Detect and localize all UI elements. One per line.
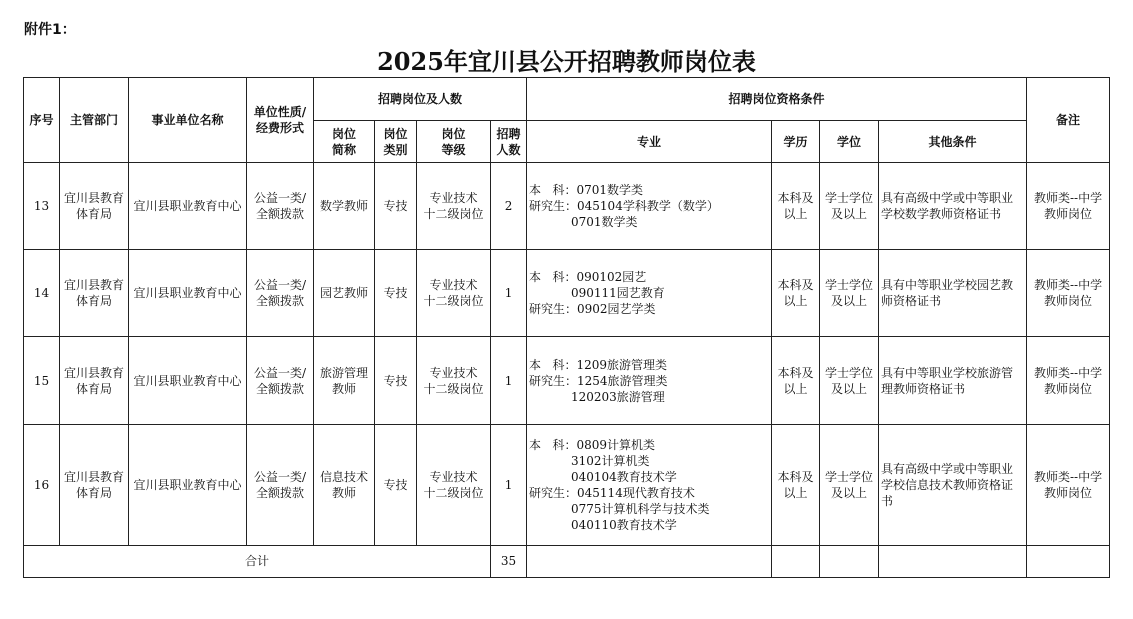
cell-nature [247, 424, 314, 545]
cell-line: 全额拨款 [255, 381, 304, 396]
cell-line: 研究生：0902园艺学类 [529, 302, 656, 317]
cell-unit: 宜川县职业教育中心 [129, 424, 247, 545]
cell-other [879, 250, 1027, 337]
cell-line: 宜川县教育 [63, 365, 124, 380]
cell-line: 教师类--中学 [1033, 365, 1103, 380]
cell-line: 宜川县教育 [63, 278, 124, 293]
cell-line: 0701数学类 [529, 215, 638, 230]
cell-line: 及以上 [831, 485, 868, 500]
cell-seq: 15 [24, 337, 60, 424]
cell-count: 1 [491, 424, 527, 545]
cell-line: 040110教育技术学 [529, 517, 677, 532]
cell-line: 师资格证书 [881, 294, 942, 309]
cell-degree [820, 424, 879, 545]
cell-line: 具有高级中学或中等职业 [881, 461, 1014, 476]
cell-line: 及以上 [831, 294, 868, 309]
cell-line: 本 科：0701数学类 [529, 183, 643, 198]
cell-line: 教师岗位 [1044, 381, 1093, 396]
cell-education [772, 337, 820, 424]
header-pos-name [314, 121, 375, 163]
cell-line: 体育局 [75, 381, 112, 396]
cell-line: 公益一类/ [253, 365, 307, 380]
cell-line: 以上 [783, 381, 808, 396]
cell-line: 以上 [783, 485, 808, 500]
header-pos-type [375, 121, 417, 163]
cell-pos-name [314, 337, 375, 424]
cell-remarks [1027, 424, 1110, 545]
cell-other [879, 163, 1027, 250]
cell-pos-name [314, 424, 375, 545]
header-line: 岗位 [383, 126, 408, 141]
header-degree: 学位 [820, 121, 879, 163]
header-dept: 主管部门 [60, 78, 129, 163]
cell-line: 0775计算机科学与技术类 [529, 501, 710, 516]
cell-line: 十二级岗位 [423, 207, 484, 222]
cell-line: 具有中等职业学校园艺教 [881, 278, 1014, 293]
cell-seq: 14 [24, 250, 60, 337]
cell-education [772, 163, 820, 250]
header-line: 人数 [496, 142, 521, 157]
cell-line: 研究生：045104学科教学（数学） [529, 199, 719, 214]
header-nature [247, 78, 314, 163]
cell-line: 本 科：0809计算机类 [529, 437, 655, 452]
cell-line: 教师岗位 [1044, 294, 1093, 309]
cell-line: 书 [881, 493, 894, 508]
cell-line: 教师 [331, 381, 356, 396]
cell-major [527, 250, 772, 337]
header-remarks: 备注 [1027, 78, 1110, 163]
cell-count: 1 [491, 250, 527, 337]
cell-line: 信息技术 [319, 469, 368, 484]
cell-line: 体育局 [75, 207, 112, 222]
cell-line: 090111园艺教育 [529, 286, 665, 301]
cell-line: 以上 [783, 294, 808, 309]
cell-line: 学校信息技术教师资格证 [881, 477, 1014, 492]
header-line: 岗位 [441, 126, 466, 141]
cell-line: 学士学位 [825, 469, 874, 484]
header-line: 岗位 [331, 126, 356, 141]
cell-line: 学士学位 [825, 278, 874, 293]
cell-dept [60, 163, 129, 250]
cell-nature [247, 250, 314, 337]
cell-education [772, 250, 820, 337]
cell-line: 全额拨款 [255, 485, 304, 500]
cell-pos-level [417, 163, 491, 250]
cell-count: 2 [491, 163, 527, 250]
header-unit: 事业单位名称 [129, 78, 247, 163]
cell-nature [247, 337, 314, 424]
cell-unit: 宜川县职业教育中心 [129, 250, 247, 337]
total-row [24, 545, 1110, 577]
cell-seq: 16 [24, 424, 60, 545]
header-qualifications-group: 招聘岗位资格条件 [527, 78, 1027, 121]
cell-line: 本科及 [777, 191, 814, 206]
total-label: 合计 [24, 545, 491, 577]
cell-line: 十二级岗位 [423, 381, 484, 396]
cell-line: 教师类--中学 [1033, 469, 1103, 484]
cell-dept [60, 250, 129, 337]
cell-line: 研究生：045114现代教育技术 [529, 485, 695, 500]
cell-dept [60, 337, 129, 424]
cell-nature [247, 163, 314, 250]
table-row [24, 424, 1110, 545]
cell-degree [820, 337, 879, 424]
cell-line: 公益一类/ [253, 469, 307, 484]
header-other: 其他条件 [879, 121, 1027, 163]
header-major: 专业 [527, 121, 772, 163]
cell-line: 040104教育技术学 [529, 469, 677, 484]
cell-line: 教师岗位 [1044, 485, 1093, 500]
cell-line: 以上 [783, 207, 808, 222]
cell-line: 及以上 [831, 207, 868, 222]
cell-line: 全额拨款 [255, 294, 304, 309]
cell-line: 本科及 [777, 469, 814, 484]
cell-degree [820, 250, 879, 337]
header-nature-line: 经费形式 [255, 121, 304, 135]
cell-pos-name [314, 250, 375, 337]
cell-line: 体育局 [75, 294, 112, 309]
cell-line: 理教师资格证书 [881, 381, 966, 396]
cell-line: 学校数学教师资格证书 [881, 207, 1002, 222]
cell-seq: 13 [24, 163, 60, 250]
header-seq: 序号 [24, 78, 60, 163]
header-line: 类别 [383, 142, 408, 157]
cell-other [879, 424, 1027, 545]
cell-line: 专业技术 [429, 191, 478, 206]
header-positions-group: 招聘岗位及人数 [314, 78, 527, 121]
cell-degree [820, 163, 879, 250]
total-empty [1027, 545, 1110, 577]
cell-line: 及以上 [831, 381, 868, 396]
header-nature-line: 单位性质/ [253, 105, 307, 119]
attachment-label: 附件1： [24, 22, 76, 38]
header-line: 招聘 [496, 126, 521, 141]
cell-line: 教师岗位 [1044, 207, 1093, 222]
cell-line: 本科及 [777, 278, 814, 293]
total-empty [820, 545, 879, 577]
cell-line: 3102计算机类 [529, 453, 650, 468]
cell-remarks [1027, 163, 1110, 250]
total-empty [772, 545, 820, 577]
cell-line: 公益一类/ [253, 191, 307, 206]
cell-line: 教师类--中学 [1033, 278, 1103, 293]
cell-pos-type: 专技 [375, 424, 417, 545]
cell-line: 本 科：090102园艺 [529, 270, 647, 285]
cell-pos-name [314, 163, 375, 250]
recruitment-table [23, 77, 1110, 578]
cell-line: 十二级岗位 [423, 294, 484, 309]
header-education: 学历 [772, 121, 820, 163]
total-empty [879, 545, 1027, 577]
cell-unit: 宜川县职业教育中心 [129, 337, 247, 424]
cell-line: 具有中等职业学校旅游管 [881, 365, 1014, 380]
table-row [24, 250, 1110, 337]
total-empty [527, 545, 772, 577]
cell-major [527, 424, 772, 545]
header-pos-level [417, 121, 491, 163]
header-line: 等级 [441, 142, 466, 157]
cell-line: 教师类--中学 [1033, 191, 1103, 206]
table-row [24, 337, 1110, 424]
cell-dept [60, 424, 129, 545]
cell-other [879, 337, 1027, 424]
cell-line: 公益一类/ [253, 278, 307, 293]
cell-line: 园艺教师 [319, 286, 368, 301]
cell-line: 本科及 [777, 365, 814, 380]
cell-line: 具有高级中学或中等职业 [881, 191, 1014, 206]
cell-line: 本 科：1209旅游管理类 [529, 357, 667, 372]
cell-line: 学士学位 [825, 191, 874, 206]
cell-line: 120203旅游管理 [529, 389, 665, 404]
cell-major [527, 337, 772, 424]
cell-line: 宜川县教育 [63, 191, 124, 206]
cell-line: 专业技术 [429, 278, 478, 293]
cell-major [527, 163, 772, 250]
cell-line: 学士学位 [825, 365, 874, 380]
cell-line: 全额拨款 [255, 207, 304, 222]
header-count [491, 121, 527, 163]
cell-line: 十二级岗位 [423, 485, 484, 500]
cell-line: 体育局 [75, 485, 112, 500]
cell-line: 专业技术 [429, 365, 478, 380]
cell-pos-type: 专技 [375, 250, 417, 337]
cell-line: 研究生：1254旅游管理类 [529, 373, 668, 388]
cell-pos-type: 专技 [375, 337, 417, 424]
cell-pos-level [417, 250, 491, 337]
cell-count: 1 [491, 337, 527, 424]
cell-line: 数学教师 [319, 199, 368, 214]
cell-line: 宜川县教育 [63, 469, 124, 484]
cell-line: 教师 [331, 485, 356, 500]
cell-unit: 宜川县职业教育中心 [129, 163, 247, 250]
cell-pos-level [417, 424, 491, 545]
table-row [24, 163, 1110, 250]
header-line: 简称 [331, 142, 356, 157]
cell-line: 旅游管理 [319, 365, 368, 380]
total-count: 35 [491, 545, 527, 577]
page-title: 2025年宜川县公开招聘教师岗位表 [377, 47, 756, 76]
cell-pos-level [417, 337, 491, 424]
cell-line: 专业技术 [429, 469, 478, 484]
cell-pos-type: 专技 [375, 163, 417, 250]
cell-remarks [1027, 250, 1110, 337]
cell-remarks [1027, 337, 1110, 424]
cell-education [772, 424, 820, 545]
